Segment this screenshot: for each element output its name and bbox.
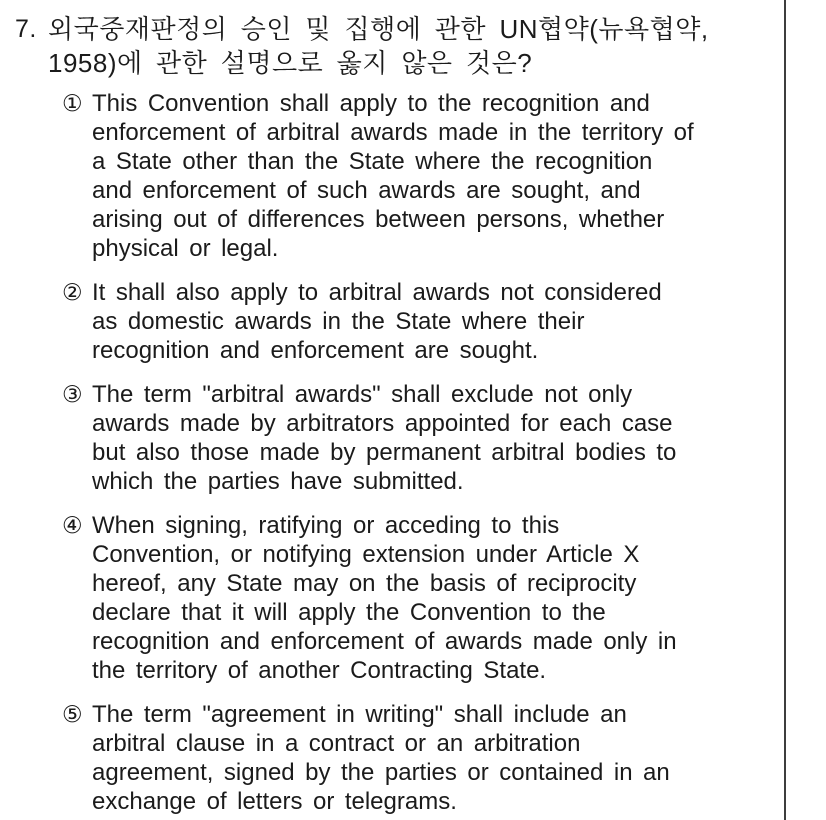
question-text-line-1: 외국중재판정의 승인 및 집행에 관한 UN협약(뉴욕협약,	[48, 14, 709, 44]
option-5-line-1: The term "agreement in writing" shall include an	[92, 701, 627, 728]
option-3-marker: ③	[62, 381, 83, 407]
answer-option-1	[62, 89, 770, 263]
question-header	[15, 12, 770, 80]
option-1-line-3: a State other than the State where the recognition	[92, 148, 653, 175]
option-4-marker: ④	[62, 512, 83, 538]
option-5-line-3: agreement, signed by the parties or contained in an	[92, 759, 670, 786]
option-2-line-1: It shall also apply to arbitral awards not considered	[92, 279, 662, 306]
answer-option-4	[62, 511, 770, 685]
option-4-line-4: declare that it will apply the Convention to the	[92, 599, 606, 626]
option-2-line-3: recognition and enforcement are sought.	[92, 337, 539, 364]
option-4-line-1: When signing, ratifying or acceding to this	[92, 512, 560, 539]
option-2-line-2: as domestic awards in the State where their	[92, 308, 585, 335]
option-4-text	[92, 511, 770, 685]
answer-option-3	[62, 380, 770, 496]
option-4-line-3: hereof, any State may on the basis of reciprocity	[92, 570, 637, 597]
option-1-line-4: and enforcement of such awards are sought, and	[92, 177, 641, 204]
option-5-line-4: exchange of letters or telegrams.	[92, 788, 457, 815]
option-3-line-2: awards made by arbitrators appointed for each case	[92, 410, 673, 437]
question-text-line-2: 1958)에 관한 설명으로 옳지 않은 것은?	[48, 48, 533, 78]
option-1-line-6: physical or legal.	[92, 235, 279, 262]
option-1-line-1: This Convention shall apply to the recognition and	[92, 90, 650, 117]
column-divider-line	[784, 0, 786, 820]
option-1-marker: ①	[62, 90, 83, 116]
option-4-line-6: the territory of another Contracting State.	[92, 657, 547, 684]
question-text	[48, 12, 770, 80]
option-2-marker: ②	[62, 279, 83, 305]
option-4-line-2: Convention, or notifying extension under Article X	[92, 541, 640, 568]
option-3-line-3: but also those made by permanent arbitral bodies to	[92, 439, 677, 466]
option-5-line-2: arbitral clause in a contract or an arbitration	[92, 730, 581, 757]
answer-option-2	[62, 278, 770, 365]
option-4-line-5: recognition and enforcement of awards made only in	[92, 628, 677, 655]
answer-option-5	[62, 700, 770, 816]
option-5-marker: ⑤	[62, 701, 83, 727]
option-3-line-4: which the parties have submitted.	[92, 468, 464, 495]
option-2-text	[92, 278, 770, 365]
option-1-line-5: arising out of differences between persons, whether	[92, 206, 665, 233]
option-1-line-2: enforcement of arbitral awards made in the territory of	[92, 119, 694, 146]
option-3-text	[92, 380, 770, 496]
answer-options	[15, 89, 770, 816]
question-number: 7.	[15, 15, 37, 43]
option-5-text	[92, 700, 770, 816]
option-1-text	[92, 89, 770, 263]
option-3-line-1: The term "arbitral awards" shall exclude not only	[92, 381, 633, 408]
